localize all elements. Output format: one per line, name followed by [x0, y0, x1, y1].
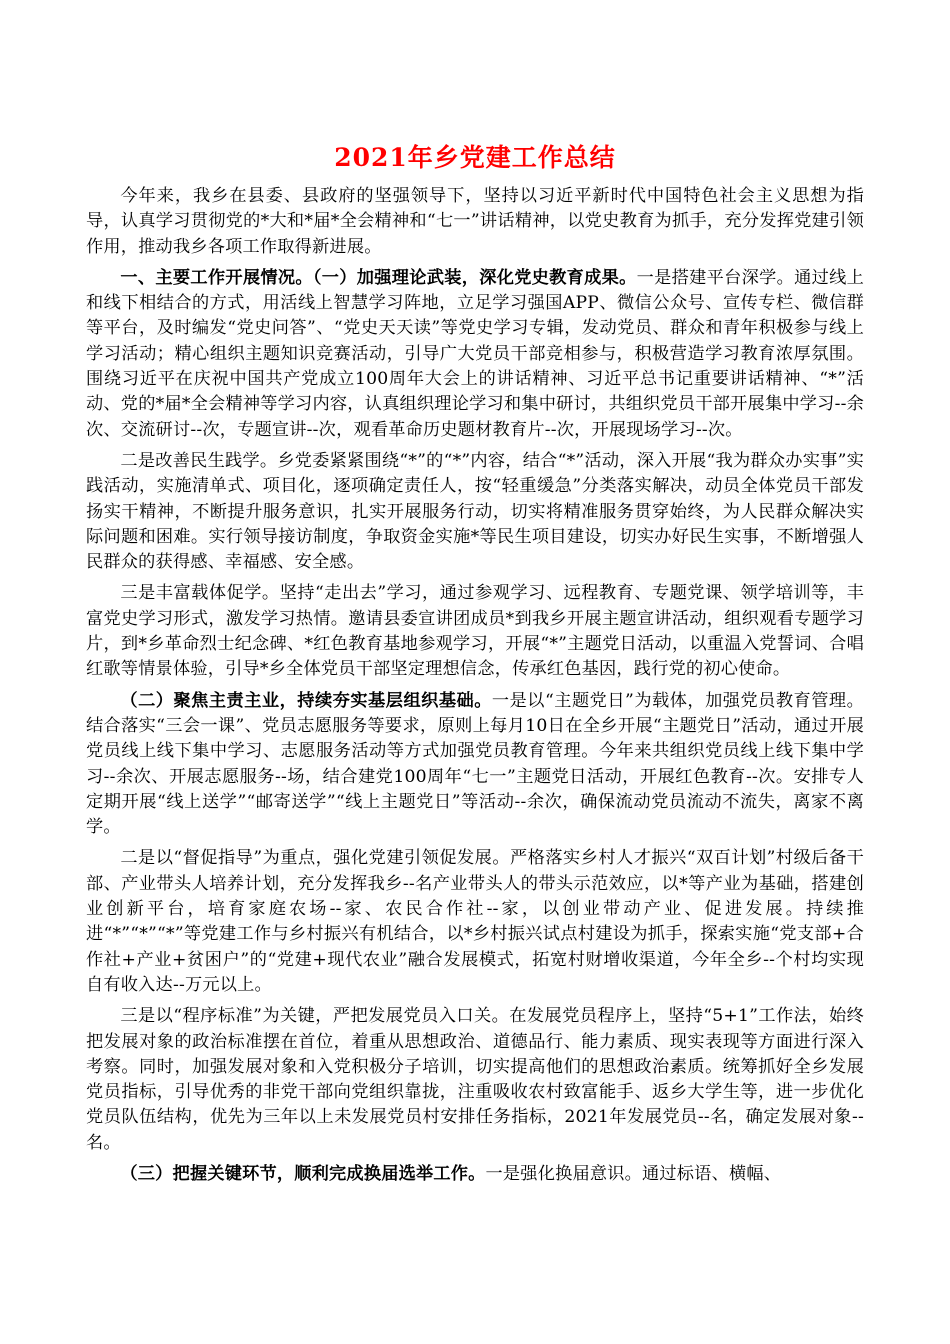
section1-paragraph1 — [86, 266, 864, 443]
section2-paragraph1 — [86, 689, 864, 841]
section1-subheading: （一）加强理论武装，深化党史教育成果。 — [312, 267, 637, 288]
section3-paragraph1 — [86, 1162, 864, 1187]
section2-paragraph1-text: 一是以“主题党日”为载体，加强党员教育管理。结合落实“三会一课”、党员志愿服务等要求，原则上每月10日在全乡开展“主题党日”活动，通过开展党员线上线下集中学习、志愿服务活动等方式加强党员教育管理。今年来共组织党员线上线下集中学习--余次、开展志愿服务--场，结合建党100周年“七一”主题党日活动，开展红色教育--次。安排专人定期开展“线上送学”“邮寄送学”“线上主题党日”等活动--余次，确保流动党员流动不流失，离家不离学。 — [86, 690, 864, 838]
document-title: 2021年乡党建工作总结 — [334, 143, 616, 172]
section1-paragraph2: 二是改善民生践学。乡党委紧紧围绕“*”的“*”内容，结合“*”活动，深入开展“我为群众办实事”实践活动，实施清单式、项目化，逐项确定责任人，按“轻重缓急”分类落实解决，动员全体党员干部发扬实干精神，不断提升服务意识，扎实开展服务行动，切实将精准服务贯穿始终，为人民群众解决实际问题和困难。实行领导接访制度，争取资金实施*等民生项目建设，切实办好民生实事，不断增强人民群众的获得感、幸福感、安全感。 — [86, 450, 864, 573]
section2-paragraph2: 二是以“督促指导”为重点，强化党建引领促发展。严格落实乡村人才振兴“双百计划”村级后备干部、产业带头人培养计划，充分发挥我乡--名产业带头人的带头示范效应，以*等产业为基础，搭建创业创新平台，培育家庭农场--家、农民合作社--家，以创业带动产业、促进发展。持续推进“*”“*”“*”等党建工作与乡村振兴有机结合，以*乡村振兴试点村建设为抓手，探索实施“党支部+合作社+产业+贫困户”的“党建+现代农业”融合发展模式，拓宽村财增收渠道，今年全乡--个村均实现自有收入达--万元以上。 — [86, 848, 864, 995]
section1-paragraph1-text: 一是搭建平台深学。通过线上和线下相结合的方式，用活线上智慧学习阵地，立足学习强国APP、微信公众号、宣传专栏、微信群等平台，及时编发“党史问答”、“党史天天读”等党史学习专辑，发动党员、群众和青年积极参与线上学习活动；精心组织主题知识竞赛活动，引导广大党员干部竞相参与，积极营造学习教育浓厚氛围。围绕习近平在庆祝中国共产党成立100周年大会上的讲话精神、习近平总书记重要讲话精神、“*”活动、党的*届*全会精神等学习内容，认真组织理论学习和集中研讨，共组织党员干部开展集中学习--余次、交流研讨--次，专题宣讲--次，观看革命历史题材教育片--次，开展现场学习--次。 — [86, 267, 865, 440]
section2-paragraph3: 三是以“程序标准”为关键，严把发展党员入口关。在发展党员程序上，坚持“5+1”工作法，始终把发展对象的政治标准摆在首位，着重从思想政治、道德品行、能力素质、现实表现等方面进行深入考察。同时，加强发展对象和入党积极分子培训，切实提高他们的思想政治素质。统筹抓好全乡发展党员指标，引导优秀的非党干部向党组织靠拢，注重吸收农村致富能手、返乡大学生等，进一步优化党员队伍结构，优先为三年以上未发展党员村安排任务指标，2021年发展党员--名，确定发展对象--名。 — [86, 1006, 864, 1153]
intro-paragraph: 今年来，我乡在县委、县政府的坚强领导下，坚持以习近平新时代中国特色社会主义思想为指导，认真学习贯彻党的*大和*届*全会精神和“七一”讲话精神，以党史教育为抓手，充分发挥党建引领作用，推动我乡各项工作取得新进展。 — [86, 186, 864, 257]
section3-paragraph1-text: 一是强化换届意识。通过标语、横幅、 — [485, 1163, 782, 1184]
section2-subheading: （二）聚焦主责主业，持续夯实基层组织基础。 — [120, 690, 492, 711]
section1-paragraph3: 三是丰富载体促学。坚持“走出去”学习，通过参观学习、远程教育、专题党课、领学培训等，丰富党史学习形式，激发学习热情。邀请县委宣讲团成员*到我乡开展主题宣讲活动，组织观看专题学习片，到*乡革命烈士纪念碑、*红色教育基地参观学习，开展“*”主题党日活动，以重温入党誓词、合唱红歌等情景体验，引导*乡全体党员干部坚定理想信念，传承红色基因，践行党的初心使命。 — [86, 583, 864, 680]
section1-heading: 一、主要工作开展情况。 — [120, 267, 313, 288]
document-body — [86, 184, 864, 1187]
section3-subheading: （三）把握关键环节，顺利完成换届选举工作。 — [120, 1163, 486, 1184]
